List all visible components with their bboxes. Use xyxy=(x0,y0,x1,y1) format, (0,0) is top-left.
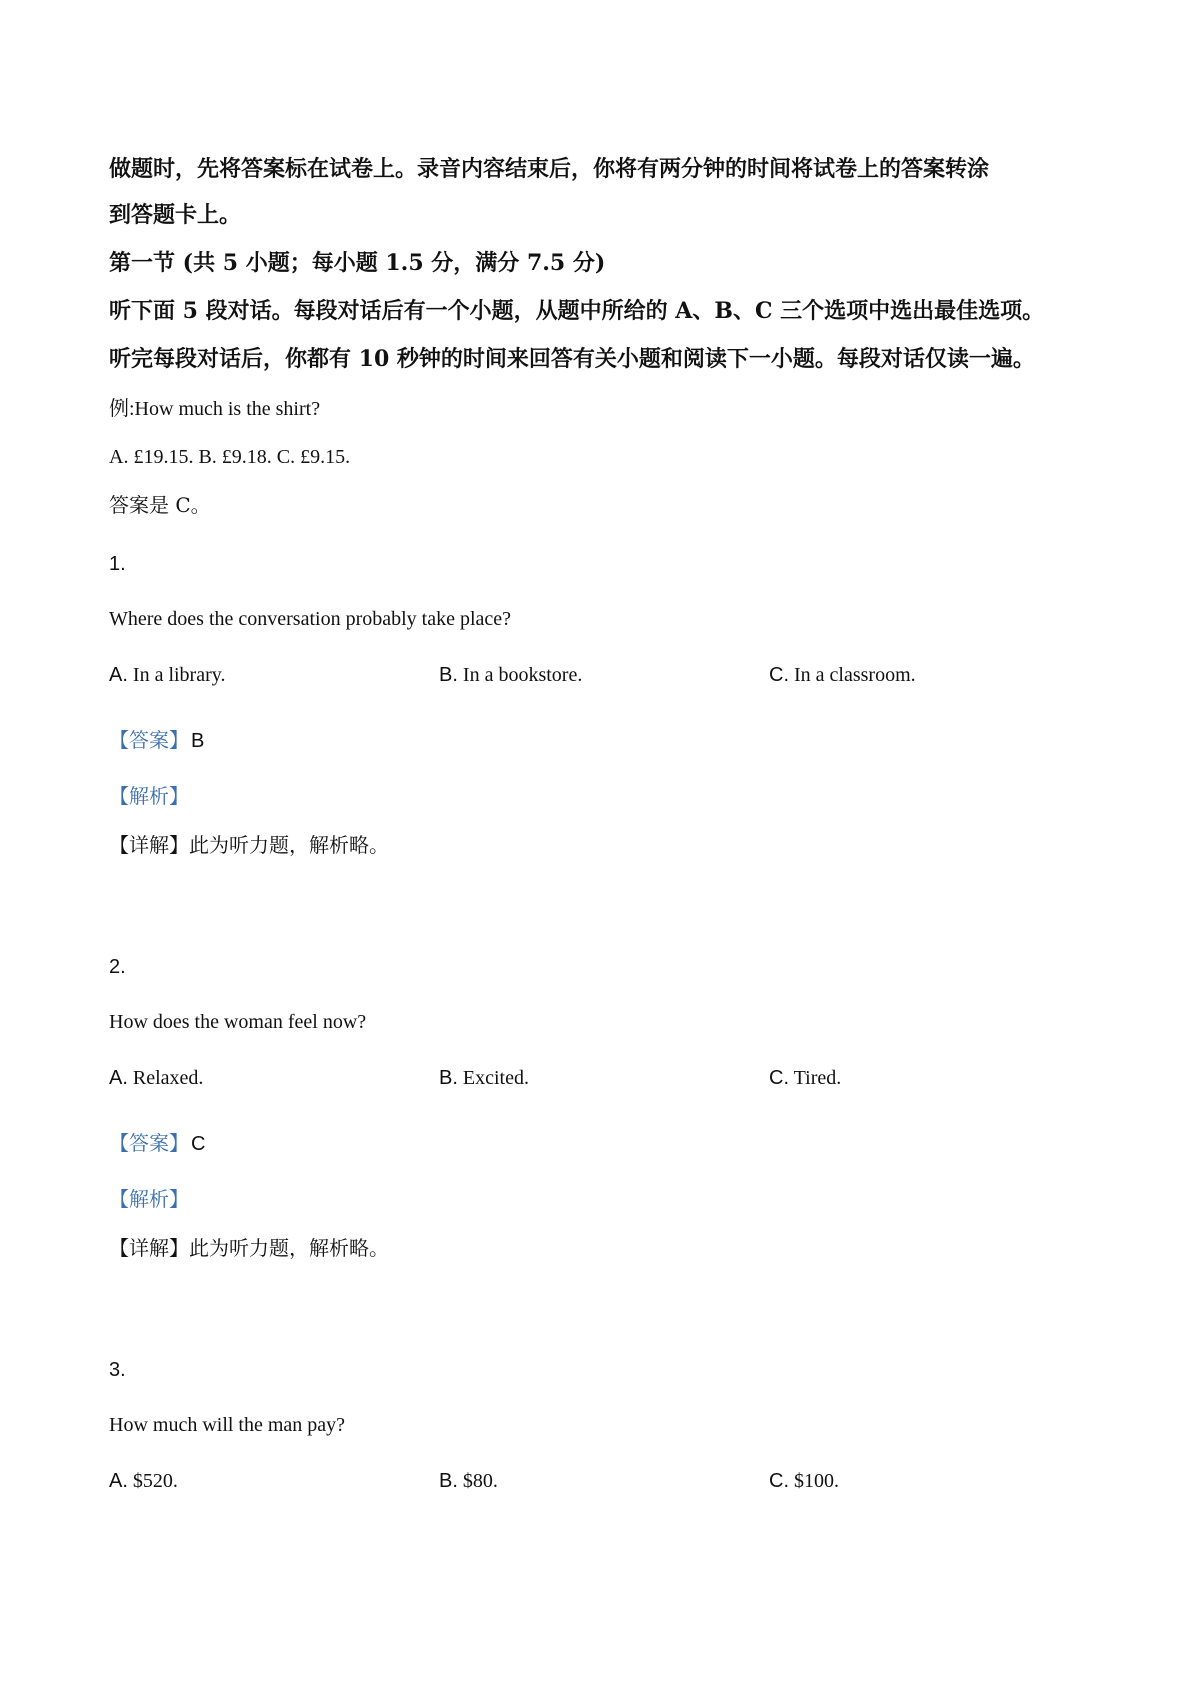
option-letter: A. xyxy=(109,1067,128,1089)
question-1-detail: 【详解】此为听力题，解析略。 xyxy=(109,833,389,857)
question-2-option-b xyxy=(439,1065,529,1091)
example-options: A. £19.15. B. £9.18. C. £9.15. xyxy=(109,446,351,468)
option-text: Excited. xyxy=(462,1067,529,1089)
option-text: In a library. xyxy=(132,664,226,686)
option-letter: B. xyxy=(439,664,458,686)
answer-tag: 【答案】 xyxy=(109,1131,189,1155)
answer-value: C xyxy=(191,1133,206,1155)
option-text: In a classroom. xyxy=(794,664,916,686)
option-letter: C. xyxy=(769,664,789,686)
option-letter: B. xyxy=(439,1067,458,1089)
question-2-answer xyxy=(109,1130,205,1157)
question-1-analysis-tag: 【解析】 xyxy=(109,784,189,808)
question-3-number: 3. xyxy=(109,1359,126,1381)
question-1-option-c xyxy=(769,662,916,688)
question-2-option-a xyxy=(109,1065,203,1091)
example-question: 例:How much is the shirt? xyxy=(109,398,321,420)
question-3-option-b xyxy=(439,1468,498,1494)
option-text: Relaxed. xyxy=(132,1067,204,1089)
question-2-text: How does the woman feel now? xyxy=(109,1011,367,1033)
instruction-line-3: 听下面 5 段对话。每段对话后有一个小题，从题中所给的 A、B、C 三个选项中选出最佳选项。 xyxy=(109,298,1045,324)
section-title: 第一节 (共 5 小题；每小题 1.5 分，满分 7.5 分) xyxy=(109,250,606,276)
instruction-line-1: 做题时，先将答案标在试卷上。录音内容结束后，你将有两分钟的时间将试卷上的答案转涂 xyxy=(109,156,990,182)
question-1-option-a xyxy=(109,662,225,688)
question-3-option-c xyxy=(769,1468,839,1494)
option-text: $520. xyxy=(132,1470,178,1492)
answer-value: B xyxy=(191,730,205,752)
question-1-option-b xyxy=(439,662,582,688)
instruction-line-2: 到答题卡上。 xyxy=(109,202,242,228)
question-2-detail: 【详解】此为听力题，解析略。 xyxy=(109,1236,389,1260)
question-2-number: 2. xyxy=(109,956,126,978)
option-letter: C. xyxy=(769,1067,789,1089)
option-letter: A. xyxy=(109,1470,128,1492)
question-3-text: How much will the man pay? xyxy=(109,1414,346,1436)
question-1-number: 1. xyxy=(109,553,126,575)
option-text: Tired. xyxy=(793,1067,842,1089)
answer-tag: 【答案】 xyxy=(109,728,189,752)
option-letter: A. xyxy=(109,664,128,686)
question-2-option-c xyxy=(769,1065,841,1091)
option-text: $100. xyxy=(794,1470,839,1492)
option-letter: B. xyxy=(439,1470,458,1492)
option-text: In a bookstore. xyxy=(462,664,583,686)
question-1-text: Where does the conversation probably take place? xyxy=(109,608,512,630)
instruction-line-4: 听完每段对话后，你都有 10 秒钟的时间来回答有关小题和阅读下一小题。每段对话仅读一遍。 xyxy=(109,346,1035,372)
option-letter: C. xyxy=(769,1470,789,1492)
example-answer: 答案是 C。 xyxy=(109,493,211,517)
question-1-answer xyxy=(109,727,204,754)
question-2-analysis-tag: 【解析】 xyxy=(109,1187,189,1211)
question-3-option-a xyxy=(109,1468,178,1494)
option-text: $80. xyxy=(462,1470,498,1492)
